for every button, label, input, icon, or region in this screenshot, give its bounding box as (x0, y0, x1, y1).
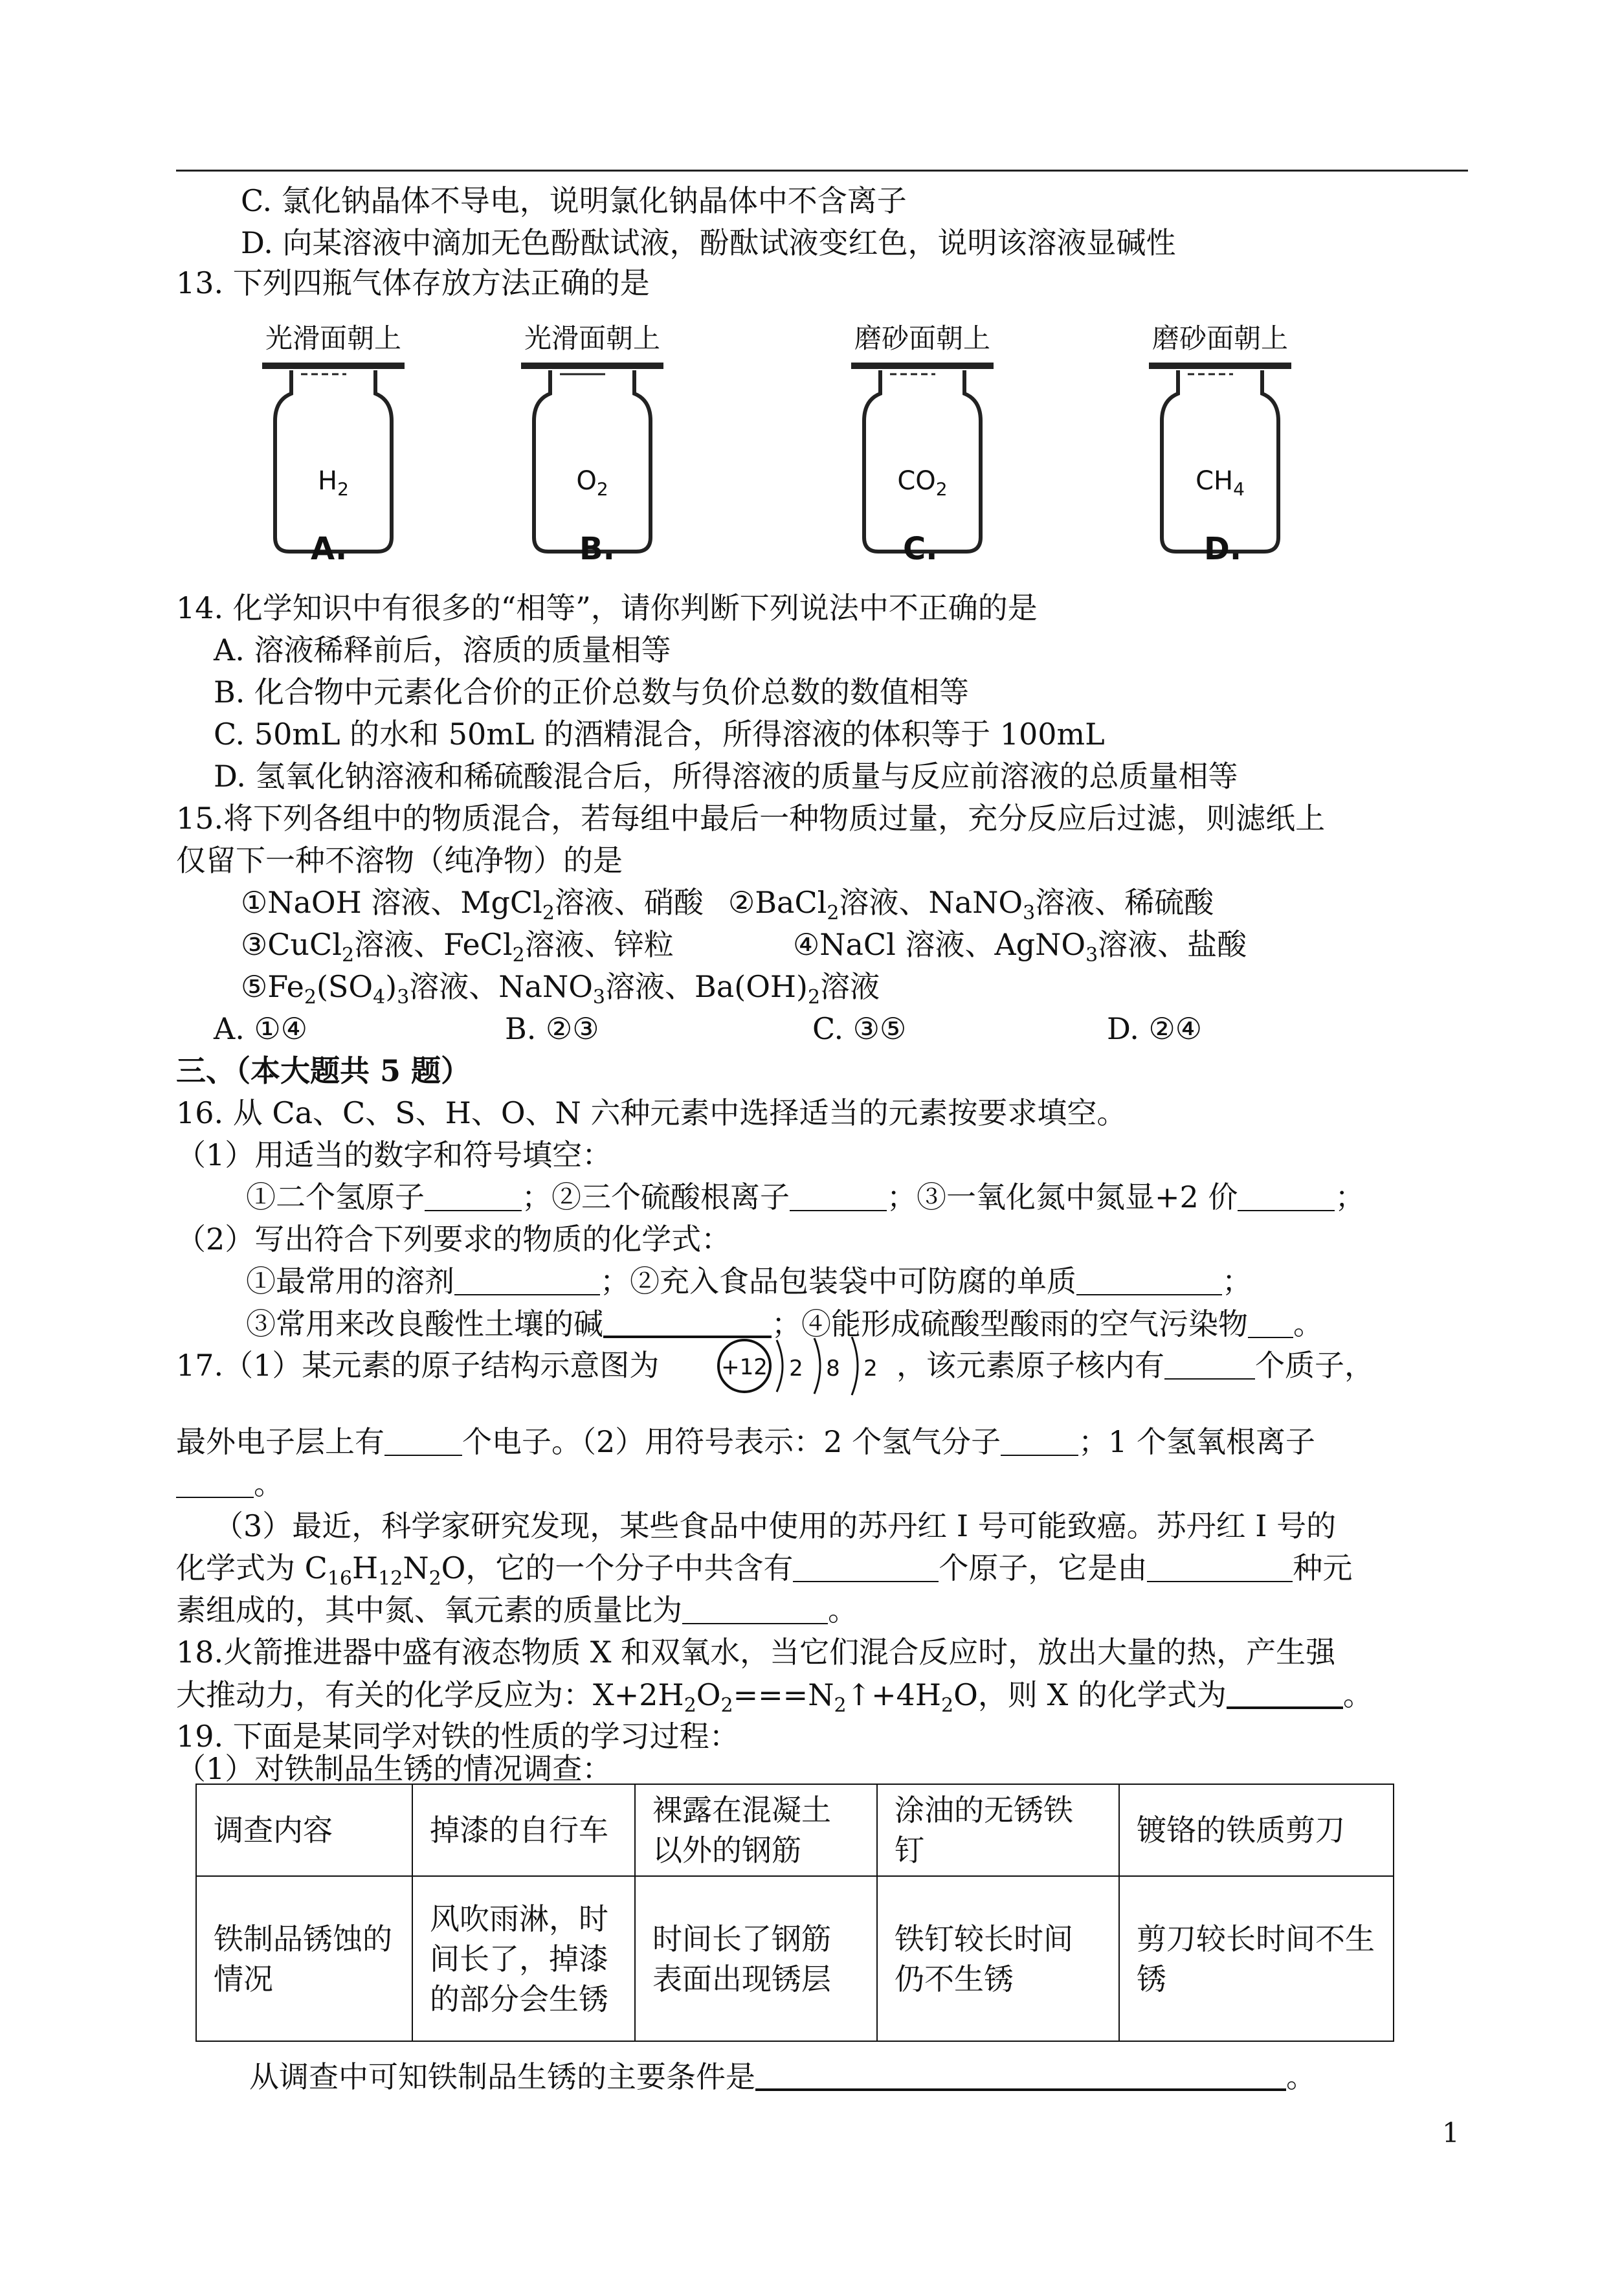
q18-line-2: 大推动力，有关的化学反应为：$X+2H_2O_2===N_2↑+4H_2O$，则 X 的化学式为 。 (176, 1677, 1373, 1717)
blank (384, 1425, 462, 1456)
bottle-d-label: 磨砂面朝上 (1151, 322, 1288, 354)
q14-stem: 14. 化学知识中有很多的“相等”，请你判断下列说法中不正确的是 (176, 590, 1038, 625)
blank (1076, 1264, 1222, 1295)
bottle-b-label: 光滑面朝上 (524, 322, 660, 354)
blank (176, 1467, 254, 1498)
header-rule (176, 170, 1468, 172)
atom-drawing (712, 1330, 893, 1402)
page-number: 1 (1442, 2117, 1460, 2149)
blank (1164, 1348, 1255, 1380)
q17-line-2: 最外电子层上有 个电子。（2）用符号表示：2 个氢气分子 ；1 个氢氧根离子 (176, 1424, 1316, 1459)
blank (454, 1264, 600, 1295)
bottle-a-letter: A. (311, 531, 348, 567)
bottle-a-gas: $H_2$ (318, 466, 349, 500)
q15-answer-c: C. ③⑤ (812, 1011, 907, 1046)
q15-group-3: ③CuCl$_2$溶液、FeCl$_2$溶液、锌粒 (241, 927, 674, 967)
rust-survey-table (195, 1784, 1394, 2042)
atom-structure-diagram (712, 1330, 893, 1402)
bottle-d-gas: $CH_4$ (1196, 466, 1245, 500)
q18-line-1: 18.火箭推进器中盛有液态物质 X 和双氧水，当它们混合反应时，放出大量的热，产生强 (176, 1635, 1336, 1670)
section-three-heading: 三、（本大题共 5 题） (176, 1053, 471, 1088)
q17-part-3-line-2: 化学式为 $C_{16}H_{12}N_2O$，它的一个分子中共含有 个原子，它是由 种元 (176, 1550, 1353, 1591)
q17-line-1b: ，该元素原子核内有 个质子， (896, 1348, 1374, 1383)
table-cell: 裸露在混凝土以外的钢筋 (635, 1784, 877, 1876)
q16-part-1: （1）用适当的数字和符号填空： (176, 1137, 612, 1172)
blank (1248, 1307, 1293, 1338)
blank (755, 2059, 1286, 2091)
table-cell: 镀铬的铁质剪刀 (1119, 1784, 1394, 1876)
atom-shell-1: 2 (789, 1356, 803, 1381)
q15-group-1: ①NaOH 溶液、MgCl$_2$溶液、硝酸 (241, 885, 704, 925)
q16-stem: 16. 从 Ca、C、S、H、O、N 六种元素中选择适当的元素按要求填空。 (176, 1095, 1127, 1130)
q17-line-3: 。 (176, 1466, 284, 1502)
bottle-d-letter: D. (1204, 531, 1242, 567)
q15-group-4: ④NaCl 溶液、AgNO$_3$溶液、盐酸 (793, 927, 1247, 967)
bottle-b-gas: $O_2$ (576, 466, 608, 500)
q17-part-3-line-3: 素组成的，其中氮、氧元素的质量比为 。 (176, 1593, 858, 1627)
bottle-b-letter: B. (579, 531, 615, 567)
table-cell: 铁制品锈蚀的情况 (196, 1876, 412, 2041)
blank (1147, 1551, 1293, 1582)
q14-option-a: A. 溶液稀释前后，溶质的质量相等 (214, 632, 671, 667)
q16-part-2-line-1: ①最常用的溶剂 ；②充入食品包装袋中可防腐的单质 ； (246, 1264, 1252, 1299)
blank (425, 1180, 522, 1211)
q17-part-3-line-1: （3）最近，科学家研究发现，某些食品中使用的苏丹红 I 号可能致癌。苏丹红 I 号的 (214, 1508, 1337, 1543)
q19-stem: 19. 下面是某同学对铁的性质的学习过程： (176, 1719, 739, 1754)
table-cell: 涂油的无锈铁钉 (877, 1784, 1119, 1876)
q17-line-1a: 17.（1）某元素的原子结构示意图为 (176, 1348, 660, 1383)
table-cell: 时间长了钢筋表面出现锈层 (635, 1876, 877, 2041)
table-cell: 风吹雨淋，时间长了，掉漆的部分会生锈 (412, 1876, 635, 2041)
q16-part-1-blanks: ①二个氢原子 ；②三个硫酸根离子 ；③一氧化氮中氮显+2 价 ； (246, 1180, 1365, 1214)
atom-shell-3: 2 (863, 1356, 878, 1381)
q14-option-b: B. 化合物中元素化合价的正价总数与负价总数的数值相等 (214, 675, 970, 710)
q13-stem: 13. 下列四瓶气体存放方法正确的是 (176, 265, 650, 300)
q19-part-1: （1）对铁制品生锈的情况调查： (176, 1751, 612, 1786)
bottle-a-label: 光滑面朝上 (265, 322, 401, 354)
blank (790, 1180, 887, 1211)
blank (1238, 1180, 1335, 1211)
atom-nucleus: +12 (721, 1354, 768, 1380)
table-cell: 掉漆的自行车 (412, 1784, 635, 1876)
q16-part-2-line-2: ③常用来改良酸性土壤的碱 ；④能形成硫酸型酸雨的空气污染物 。 (246, 1306, 1323, 1341)
q14-option-d: D. 氢氧化钠溶液和稀硫酸混合后，所得溶液的质量与反应前溶液的总质量相等 (214, 759, 1238, 794)
q12-option-d: D. 向某溶液中滴加无色酚酞试液，酚酞试液变红色，说明该溶液显碱性 (241, 225, 1176, 260)
blank (682, 1593, 828, 1624)
bottle-c-gas: $CO_2$ (897, 466, 948, 500)
table-row (196, 1784, 1394, 1876)
blank (1227, 1677, 1343, 1709)
table-cell: 铁钉较长时间仍不生锈 (877, 1876, 1119, 2041)
q16-part-2: （2）写出符合下列要求的物质的化学式： (176, 1222, 731, 1257)
q19-conclusion: 从调查中可知铁制品生锈的主要条件是 。 (249, 2059, 1316, 2094)
q15-answer-b: B. ②③ (505, 1011, 599, 1046)
blank (1001, 1425, 1078, 1456)
q12-option-c: C. 氯化钠晶体不导电，说明氯化钠晶体中不含离子 (241, 183, 907, 218)
atom-shell-2: 8 (826, 1356, 840, 1381)
q15-answer-d: D. ②④ (1107, 1011, 1202, 1046)
blank (793, 1551, 939, 1582)
bottle-c-letter: C. (903, 531, 938, 567)
q15-answer-a: A. ①④ (214, 1011, 307, 1046)
q14-option-c: C. 50mL 的水和 50mL 的酒精混合，所得溶液的体积等于 100mL (214, 717, 1105, 752)
q15-stem-2: 仅留下一种不溶物（纯净物）的是 (176, 843, 623, 878)
bottle-c-label: 磨砂面朝上 (854, 322, 990, 354)
q15-group-5: $⑤Fe_2(SO_4)_3$溶液、NaNO$_3$溶液、$Ba(OH)_2$溶液 (241, 969, 880, 1009)
table-row (196, 1876, 1394, 2041)
table-cell: 剪刀较长时间不生锈 (1119, 1876, 1394, 2041)
q15-stem-1: 15.将下列各组中的物质混合，若每组中最后一种物质过量，充分反应后过滤，则滤纸上 (176, 801, 1326, 836)
table-cell: 调查内容 (196, 1784, 412, 1876)
q15-group-2: ②BaCl$_2$溶液、NaNO$_3$溶液、稀硫酸 (728, 885, 1214, 925)
